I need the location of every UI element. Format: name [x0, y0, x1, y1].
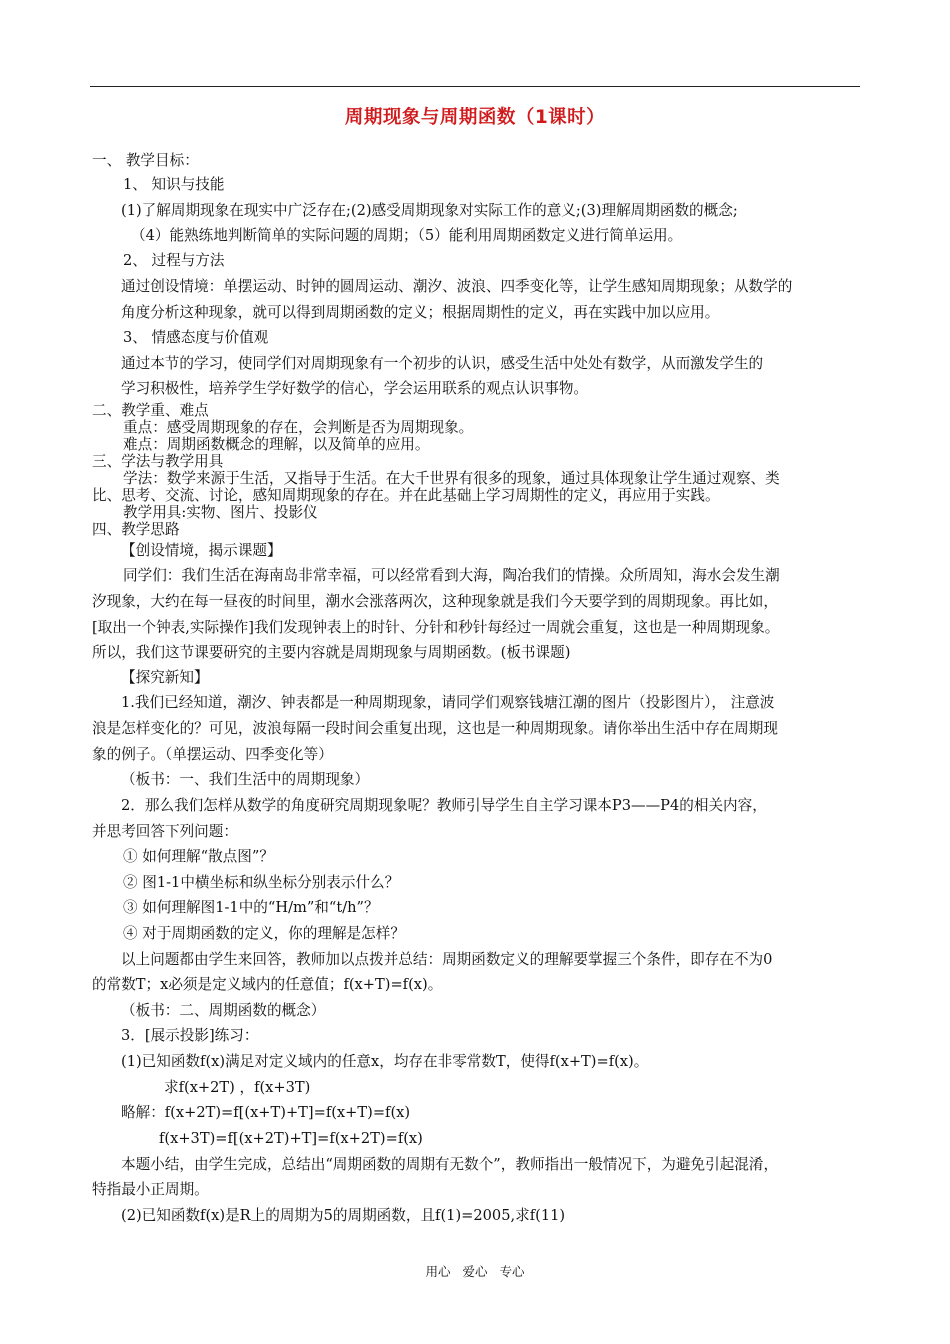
paragraph-line: 学习积极性，培养学生学好数学的信心，学会运用联系的观点认识事物。	[121, 380, 589, 397]
paragraph-line: （板书：一、我们生活中的周期现象）	[121, 771, 370, 788]
paragraph-line: 汐现象，大约在每一昼夜的时间里，潮水会涨落两次，这种现象就是我们今天要学到的周期现象。再比如，	[92, 593, 778, 610]
paragraph-line: 比、思考、交流、讨论，感知周期现象的存在。并在此基础上学习周期性的定义，再应用于实践。	[92, 487, 720, 504]
paragraph-line: 角度分析这种现象，就可以得到周期函数的定义；根据周期性的定义，再在实践中加以应用。	[121, 304, 720, 321]
subheading: 【探究新知】	[121, 669, 209, 686]
formula-line: 求f(x+2T) ，f(x+3T)	[164, 1079, 311, 1096]
section-heading: 三、学法与教学用具	[92, 453, 224, 470]
paragraph-line: 所以，我们这节课要研究的主要内容就是周期现象与周期函数。(板书课题)	[92, 644, 571, 661]
subheading: 3、 情感态度与价值观	[123, 329, 269, 346]
formula-line: f(x+3T)=f[(x+2T)+T]=f(x+2T)=f(x)	[159, 1130, 423, 1147]
paragraph-line: （板书：二、周期函数的概念）	[121, 1002, 326, 1019]
paragraph-line: 重点：感受周期现象的存在，会判断是否为周期现象。	[123, 419, 474, 436]
header-rule	[90, 86, 860, 87]
paragraph-line: 以上问题都由学生来回答，教师加以点拨并总结：周期函数定义的理解要掌握三个条件，即存在不为0	[121, 951, 773, 968]
paragraph-line: 象的例子。（单摆运动、四季变化等）	[92, 746, 333, 763]
list-item: ③ 如何理解图1-1中的“H/m”和“t/h”？	[123, 899, 379, 916]
section-heading: 一、 教学目标：	[92, 152, 199, 169]
page-footer: 用心 爱心 专心	[425, 1264, 525, 1279]
paragraph-line: 难点：周期函数概念的理解，以及简单的应用。	[123, 436, 430, 453]
paragraph-line: 3．[展示投影]练习：	[121, 1027, 259, 1044]
paragraph-line: 学法：数学来源于生活，又指导于生活。在大千世界有很多的现象，通过具体现象让学生通过观察、类	[123, 470, 780, 487]
paragraph-line: 1.我们已经知道，潮汐、钟表都是一种周期现象，请同学们观察钱塘江潮的图片（投影图片）， 注意波	[121, 694, 775, 711]
paragraph-line: 教学用具:实物、图片、投影仪	[123, 504, 318, 521]
paragraph-line: 特指最小正周期。	[92, 1181, 209, 1198]
paragraph-line: 通过创设情境：单摆运动、时钟的圆周运动、潮汐、波浪、四季变化等，让学生感知周期现象；从数学的	[121, 278, 793, 295]
subheading: 【创设情境，揭示课题】	[121, 542, 282, 559]
paragraph-line: （4）能熟练地判断简单的实际问题的周期；（5）能利用周期函数定义进行简单运用。	[131, 227, 683, 244]
paragraph-line: 同学们：我们生活在海南岛非常幸福，可以经常看到大海，陶冶我们的情操。众所周知，海水会发生潮	[123, 567, 780, 584]
paragraph-line: 的常数T；x必须是定义域内的任意值；f(x+T)=f(x)。	[92, 976, 443, 993]
list-item: ② 图1-1中横坐标和纵坐标分别表示什么？	[123, 874, 400, 891]
document-title: 周期现象与周期函数（1课时）	[344, 107, 606, 128]
subheading: 1、 知识与技能	[123, 176, 225, 193]
formula-line: 略解：f(x+2T)=f[(x+T)+T]=f(x+T)=f(x)	[121, 1104, 411, 1121]
list-item: ④ 对于周期函数的定义，你的理解是怎样？	[123, 925, 405, 942]
section-heading: 四、教学思路	[92, 521, 180, 538]
paragraph-line: 2．那么我们怎样从数学的角度研究周期现象呢？教师引导学生自主学习课本P3——P4的相关内容，	[121, 797, 767, 814]
paragraph-line: (1)已知函数f(x)满足对定义域内的任意x，均存在非零常数T，使得f(x+T)=f(x)。	[121, 1053, 649, 1070]
list-item: ① 如何理解“散点图”？	[123, 848, 274, 865]
paragraph-line: (2)已知函数f(x)是R上的周期为5的周期函数，且f(1)=2005,求f(11)	[121, 1207, 566, 1224]
paragraph-line: (1)了解周期现象在现实中广泛存在;(2)感受周期现象对实际工作的意义;(3)理解周期函数的概念;	[121, 202, 738, 219]
subheading: 2、 过程与方法	[123, 252, 225, 269]
paragraph-line: 并思考回答下列问题：	[92, 823, 238, 840]
paragraph-line: 浪是怎样变化的？可见，波浪每隔一段时间会重复出现，这也是一种周期现象。请你举出生活中存在周期现	[92, 720, 778, 737]
paragraph-line: 本题小结，由学生完成，总结出“周期函数的周期有无数个”，教师指出一般情况下，为避免引起混淆，	[121, 1156, 779, 1173]
section-heading: 二、教学重、难点	[92, 402, 209, 419]
paragraph-line: 通过本节的学习，使同学们对周期现象有一个初步的认识，感受生活中处处有数学，从而激发学生的	[121, 355, 764, 372]
paragraph-line: [取出一个钟表,实际操作]我们发现钟表上的时针、分针和秒针每经过一周就会重复，这也是一种周期现象。	[92, 619, 780, 636]
